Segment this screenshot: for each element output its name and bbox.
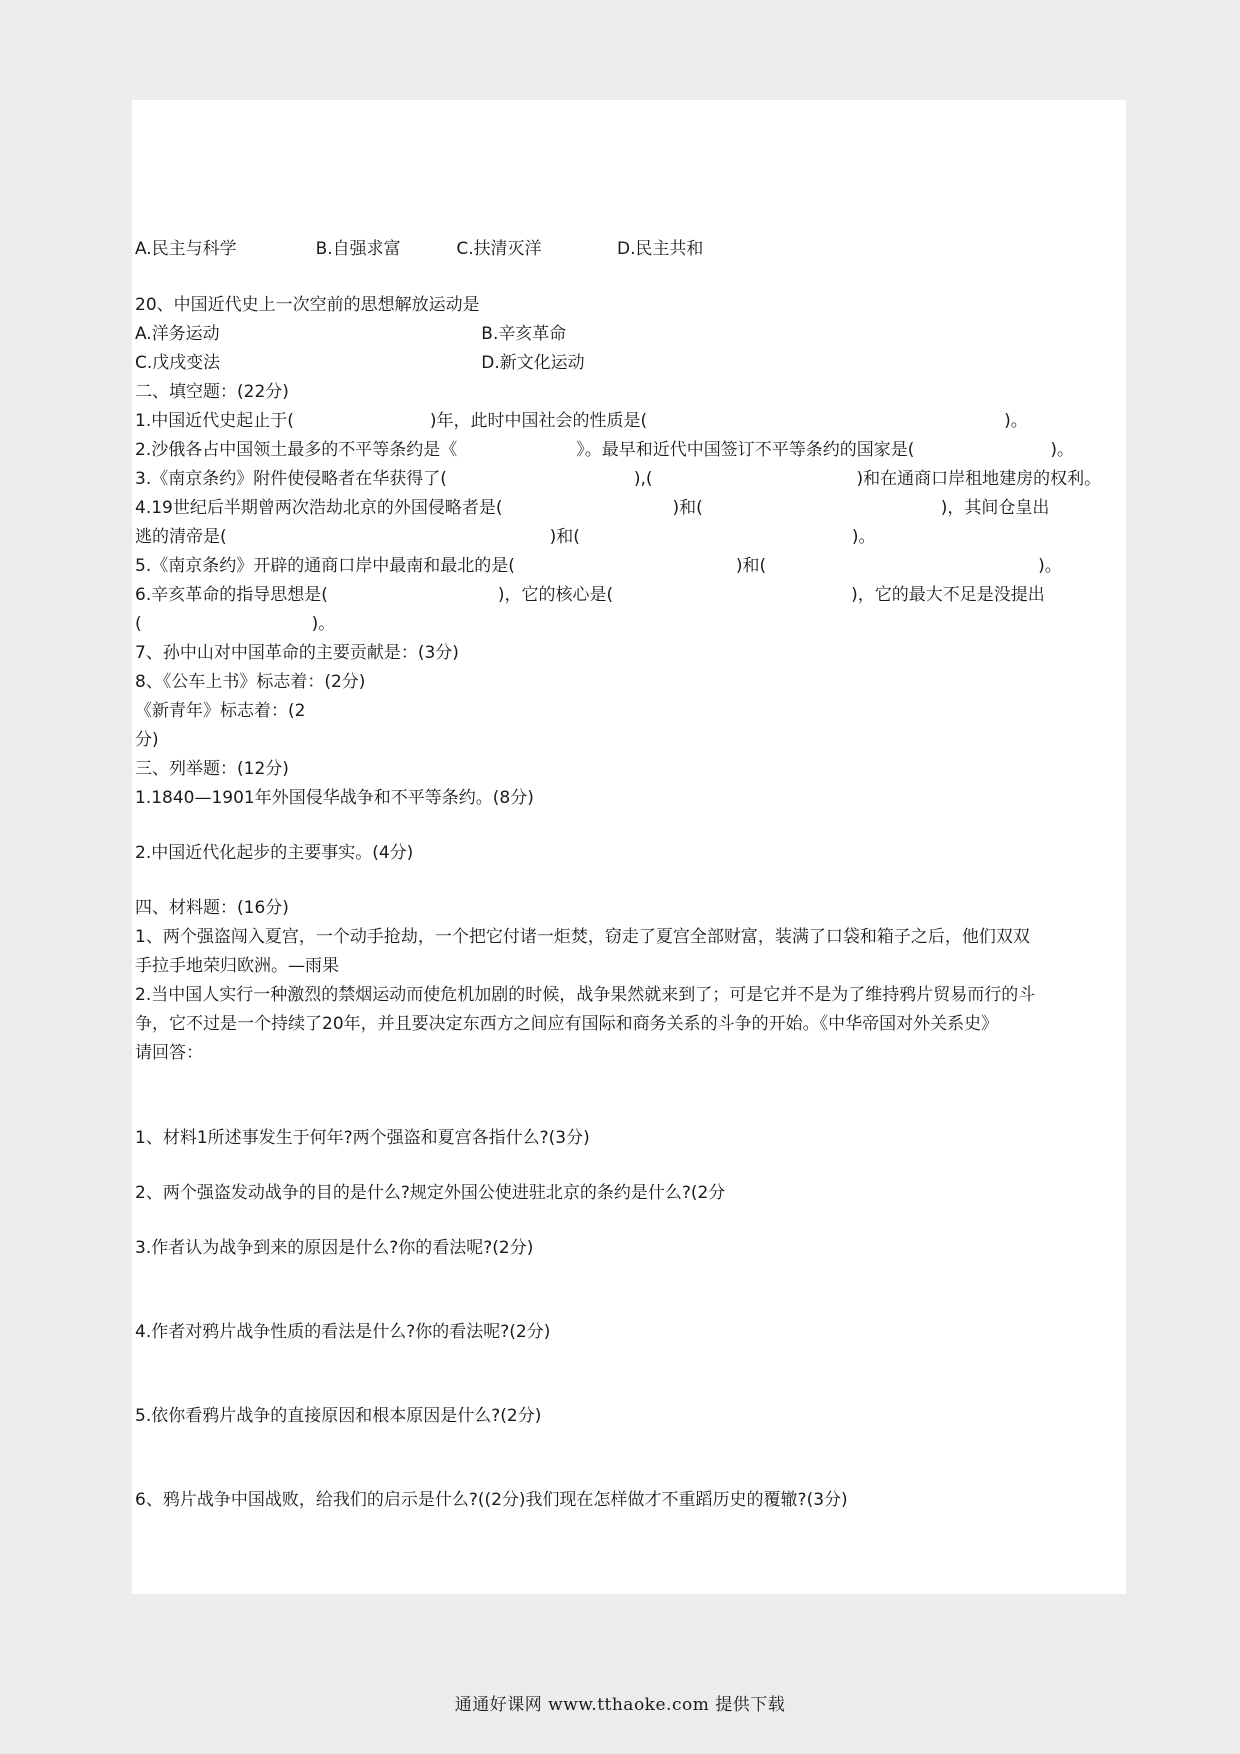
q19-option-c: C.扶清灭洋 (456, 239, 542, 259)
list-heading: 三、列举题：(12分) (135, 759, 289, 779)
fill-item: 分) (135, 730, 159, 750)
material-heading: 四、材料题：(16分) (135, 898, 289, 918)
fill-item: 4.19世纪后半期曾两次浩劫北京的外国侵略者是( )和( )，其间仓皇出 (135, 498, 1050, 518)
fill-item: 5.《南京条约》开辟的通商口岸中最南和最北的是( )和( )。 (135, 556, 1062, 576)
exam-page (132, 100, 1126, 1594)
material-text-1: 1、两个强盗闯入夏宫，一个动手抢劫，一个把它付诸一炬焚，窃走了夏宫全部财富，装满了口袋和箱子之后，他们双双 (135, 927, 1030, 947)
material-question: 6、鸦片战争中国战败，给我们的启示是什么?((2分)我们现在怎样做才不重蹈历史的覆辙?(3分) (135, 1490, 848, 1510)
fill-item: 7、孙中山对中国革命的主要贡献是：(3分) (135, 643, 459, 663)
q19-option-a: A.民主与科学 (135, 239, 237, 259)
material-text-1-cont: 手拉手地荣归欧洲。—雨果 (135, 956, 339, 976)
fill-item: 1.中国近代史起止于( )年，此时中国社会的性质是( )。 (135, 411, 1028, 431)
material-prompt: 请回答： (135, 1043, 203, 1063)
fill-item: 6.辛亥革命的指导思想是( )，它的核心是( )，它的最大不足是没提出 (135, 585, 1045, 605)
material-question: 2、两个强盗发动战争的目的是什么?规定外国公使进驻北京的条约是什么?(2分 (135, 1183, 726, 1203)
material-question: 5.依你看鸦片战争的直接原因和根本原因是什么?(2分) (135, 1406, 542, 1426)
q19-options (135, 233, 1123, 265)
fill-item: 3.《南京条约》附件使侵略者在华获得了( ),( )和在通商口岸租地建房的权利。 (135, 469, 1102, 489)
material-question: 1、材料1所述事发生于何年?两个强盗和夏宫各指什么?(3分) (135, 1128, 590, 1148)
material-question: 4.作者对鸦片战争性质的看法是什么?你的看法呢?(2分) (135, 1322, 551, 1342)
fill-item: 《新青年》标志着：(2 (135, 701, 306, 721)
q19-option-b: B.自强求富 (315, 239, 401, 259)
q19-option-d: D.民主共和 (617, 239, 704, 259)
fill-item: 逃的清帝是( )和( )。 (135, 527, 876, 547)
page-content (135, 100, 1126, 1594)
footer-source: 通通好课网 www.tthaoke.com 提供下载 (454, 1695, 786, 1715)
fill-heading: 二、填空题：(22分) (135, 382, 289, 402)
q20-options-row1 (135, 318, 1123, 350)
fill-item: 8、《公车上书》标志着：(2分) (135, 672, 366, 692)
q20-stem: 20、中国近代史上一次空前的思想解放运动是 (135, 295, 480, 315)
q20-option-c: C.戊戌变法 (135, 353, 221, 373)
list-item: 1.1840—1901年外国侵华战争和不平等条约。(8分) (135, 788, 534, 808)
material-text-2: 2.当中国人实行一种激烈的禁烟运动而使危机加剧的时候，战争果然就来到了；可是它并不是为了维持鸦片贸易而行的斗 (135, 985, 1036, 1005)
list-item: 2.中国近代化起步的主要事实。(4分) (135, 843, 414, 863)
q20-option-b: B.辛亥革命 (481, 324, 567, 344)
q20-option-a: A.洋务运动 (135, 324, 220, 344)
q20-option-d: D.新文化运动 (481, 353, 585, 373)
material-question: 3.作者认为战争到来的原因是什么?你的看法呢?(2分) (135, 1238, 534, 1258)
fill-item: 2.沙俄各占中国领土最多的不平等条约是《 》。最早和近代中国签订不平等条约的国家是( )。 (135, 440, 1074, 460)
q20-options-row2 (135, 347, 1123, 379)
fill-item: ( )。 (135, 614, 336, 634)
material-text-2-cont: 争，它不过是一个持续了20年，并且要决定东西方之间应有国际和商务关系的斗争的开始。《中华帝国对外关系史》 (135, 1014, 999, 1034)
